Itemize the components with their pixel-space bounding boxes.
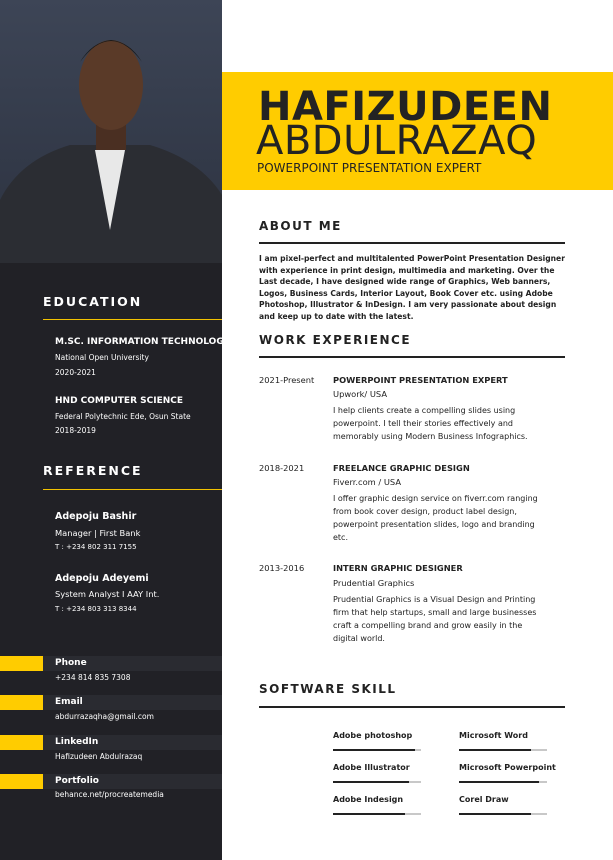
accent-bar [0,656,43,671]
accent-bar [0,735,43,750]
divider [259,242,565,244]
ref-name: Adepoju Adeyemi [55,573,149,584]
last-name: ABDULRAZAQ [256,118,538,164]
first-name: HAFIZUDEEN [258,84,553,130]
skill-level-fill [333,781,409,783]
skill-level-bar [459,749,547,751]
work-title: FREELANCE GRAPHIC DESIGN [333,463,470,473]
skill-name: Adobe photoshop [333,731,413,740]
contact-label-linkedin: LinkedIn [55,737,99,747]
ref-role: System Analyst I AAY Int. [55,589,160,599]
contact-label-email: Email [55,697,83,707]
skill-level-fill [459,813,531,815]
contact-email[interactable]: abdurrazaqha@gmail.com [55,712,154,721]
contact-phone[interactable]: +234 814 835 7308 [55,673,131,682]
reference-heading: REFERENCE [43,463,143,478]
work-dates: 2021-Present [259,375,315,385]
skill-name: Microsoft Powerpoint [459,763,556,772]
ref-name: Adepoju Bashir [55,511,137,522]
skill-level-bar [459,781,547,783]
accent-bar [0,695,43,710]
skill-level-bar [459,813,547,815]
ref-role: Manager | First Bank [55,528,141,538]
accent-bar [0,774,43,789]
skill-level-bar [333,813,421,815]
profile-photo [0,0,222,263]
work-dates: 2018-2021 [259,463,305,473]
ref-phone: T : +234 802 311 7155 [55,543,137,551]
skill-level-fill [333,749,415,751]
ref-phone: T : +234 803 313 8344 [55,605,137,613]
skill-level-fill [333,813,405,815]
work-desc: I help clients create a compelling slides using powerpoint. I tell their stories effectively and memorably using Modern Business Infographics. [333,406,528,441]
work-heading: WORK EXPERIENCE [259,333,412,347]
about-heading: ABOUT ME [259,219,342,233]
work-company: Upwork/ USA [333,389,388,399]
education-heading: EDUCATION [43,294,143,309]
work-title: INTERN GRAPHIC DESIGNER [333,563,463,573]
edu-school: Federal Polytechnic Ede, Osun State [55,412,191,421]
work-desc: I offer graphic design service on fiverr.com ranging from book cover design, product label design, powerpoint presentation slides, logo and branding etc. [333,494,538,542]
skill-name: Corel Draw [459,795,509,804]
skills-heading: SOFTWARE SKILL [259,682,397,696]
contact-linkedin[interactable]: Hafizudeen Abdulrazaq [55,752,143,761]
work-company: Fiverr.com / USA [333,477,401,487]
skill-level-fill [459,781,539,783]
skill-name: Adobe Indesign [333,795,404,804]
work-company: Prudential Graphics [333,578,415,588]
contact-label-phone: Phone [55,658,87,668]
skill-level-bar [333,749,421,751]
work-desc: Prudential Graphics is a Visual Design and Printing firm that help startups, small and large businesses craft a compelling brand and grow easily in the digital world. [333,595,537,643]
skill-name: Microsoft Word [459,731,528,740]
edu-school: National Open University [55,353,149,362]
divider [43,489,222,490]
divider [259,706,565,708]
work-title: POWERPOINT PRESENTATION EXPERT [333,375,508,385]
skill-level-fill [459,749,531,751]
contact-label-portfolio: Portfolio [55,776,99,786]
work-dates: 2013-2016 [259,563,305,573]
contact-portfolio[interactable]: behance.net/procreatemedia [55,790,164,799]
job-title: POWERPOINT PRESENTATION EXPERT [257,161,482,175]
divider [259,356,565,358]
skill-level-bar [333,781,421,783]
edu-years: 2020-2021 [55,368,96,377]
about-text: I am pixel-perfect and multitalented PowerPoint Presentation Designer with experience in print design, multimedia and marketing. Over the Last decade, I have designed wide range of Graphics, Web banners, Logos, Business Cards, Interior Layout, Book Cover etc. using Adobe Photoshop, Illustrator & InDesign. I am very passionate about design and keep up to date with the latest. [259,254,565,321]
edu-years: 2018-2019 [55,426,96,435]
divider [43,319,222,320]
edu-degree: HND COMPUTER SCIENCE [55,396,184,406]
edu-degree: M.SC. INFORMATION TECHNOLOGY [55,337,231,347]
skill-name: Adobe Illustrator [333,763,410,772]
